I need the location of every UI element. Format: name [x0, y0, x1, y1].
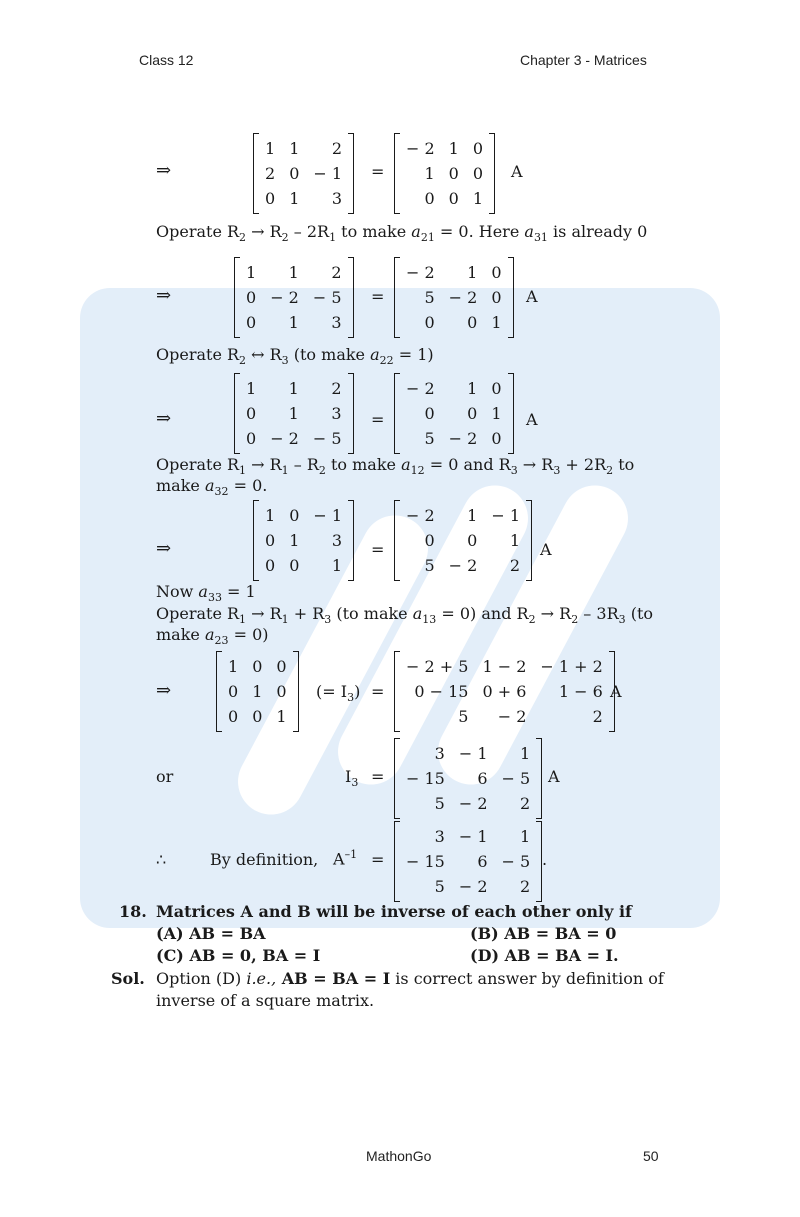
matrix-grid [259, 500, 348, 581]
matrix-cell: 0 [289, 506, 300, 525]
matrix-grid [240, 257, 348, 338]
matrix-cell: 2 [331, 139, 343, 158]
matrix-cell: 0 [472, 164, 484, 183]
or-label: or [156, 767, 174, 786]
matrix-cell: − 2 [406, 506, 435, 525]
matrix-cell: 0 [491, 263, 502, 282]
matrix-cell: − 2 [448, 556, 478, 575]
implies-2: ⇒ [156, 285, 172, 306]
matrix-cell: 1 [246, 263, 257, 282]
implies-3: ⇒ [156, 408, 172, 429]
matrix-cell: − 2 [406, 379, 435, 398]
matrix-cell: − 1 [458, 744, 488, 763]
matrix-cell: 0 [472, 139, 484, 158]
matrix-cell: 1 − 6 [558, 682, 603, 701]
matrix-cell: − 5 [312, 288, 342, 307]
matrix-cell: − 2 + 5 [406, 657, 469, 676]
matrix-cell: 0 [448, 164, 459, 183]
matrix-cell: 0 [265, 531, 276, 550]
matrix-cell: 1 [424, 164, 435, 183]
matrix-step4-lhs [253, 500, 354, 581]
implies-5: ⇒ [156, 680, 172, 701]
matrix-cell: 2 [520, 794, 531, 813]
matrix-cell: 1 [265, 139, 276, 158]
matrix-cell: 2 [331, 263, 342, 282]
matrix-cell: 0 [228, 707, 239, 726]
matrix-cell: 3 [434, 827, 445, 846]
matrix-cell: 3 [434, 744, 445, 763]
matrix-cell: − 5 [501, 769, 531, 788]
matrix-cell: 0 [467, 313, 478, 332]
matrix-cell: 1 [448, 139, 459, 158]
matrix-cell: − 2 [406, 263, 435, 282]
matrix-cell: 0 [448, 189, 459, 208]
matrix-cell: 1 [509, 531, 521, 550]
matrix-step1-rhs [394, 133, 495, 214]
matrix-cell: − 5 [501, 852, 531, 871]
implies-4: ⇒ [156, 538, 172, 559]
matrix-cell: 1 [289, 531, 300, 550]
matrix-cell: 3 [331, 531, 343, 550]
operation-line-1: Operate $R_2 \to R_2 - 2R_1$ to make $a_{21} = 0$. Here $a_{31}$ is already 0 [156, 222, 648, 245]
matrix-cell: 1 [520, 827, 531, 846]
matrix-grid [222, 651, 293, 732]
matrix-step3-lhs [234, 373, 354, 454]
matrix-a-1: A [511, 162, 523, 181]
matrix-cell: 1 [491, 404, 502, 423]
matrix-cell: 5 [424, 556, 435, 575]
matrix-cell: 1 [246, 379, 257, 398]
matrix-cell: 1 [265, 506, 276, 525]
matrix-cell: − 15 [406, 852, 445, 871]
equals-4: = [371, 540, 385, 559]
footer-brand: MathonGo [366, 1148, 432, 1164]
matrix-cell: − 2 [458, 877, 488, 896]
matrix-a-5: A [610, 682, 622, 701]
matrix-cell: 0 [228, 682, 239, 701]
matrix-cell: 2 [331, 379, 342, 398]
matrix-cell: − 2 [448, 429, 478, 448]
matrix-cell: 1 [288, 263, 299, 282]
matrix-grid [400, 133, 489, 214]
matrix-cell: − 2 [497, 707, 527, 726]
matrix-cell: 1 [331, 556, 343, 575]
matrix-cell: 0 [424, 531, 435, 550]
matrix-cell: 3 [331, 189, 343, 208]
matrix-cell: 1 [472, 189, 484, 208]
matrix-cell: 3 [331, 313, 342, 332]
identity-note: (= $I_3$) [316, 682, 361, 705]
matrix-cell: − 2 [448, 288, 478, 307]
option-a: (A) AB = BA [156, 924, 266, 943]
matrix-cell: 0 [467, 404, 478, 423]
matrix-cell: 0 [491, 379, 502, 398]
solution-label: Sol. [111, 969, 145, 988]
equals-2: = [371, 287, 385, 306]
equals-1: = [371, 162, 385, 181]
matrix-grid [259, 133, 348, 214]
matrix-step7-rhs [394, 821, 542, 902]
matrix-cell: 2 [265, 164, 276, 183]
matrix-cell: 5 [458, 707, 469, 726]
matrix-cell: 1 [252, 682, 263, 701]
matrix-grid [400, 373, 508, 454]
option-d: (D) AB = BA = I. [470, 946, 619, 965]
matrix-grid [400, 500, 526, 581]
matrix-cell: 0 − 15 [414, 682, 469, 701]
matrix-cell: 1 [288, 379, 299, 398]
matrix-step2-lhs [234, 257, 354, 338]
operation-line-4a: Operate $R_1 \to R_1 + R_3$ (to make $a_{13} = 0$) and $R_2 \to R_2 - 3R_3$ (to [156, 604, 654, 627]
matrix-cell: − 2 [406, 139, 435, 158]
matrix-step1-lhs [253, 133, 354, 214]
matrix-cell: 0 [424, 313, 435, 332]
identity-lhs: $I_3$ [345, 767, 359, 790]
option-c: (C) AB = 0, BA = I [156, 946, 321, 965]
matrix-cell: 0 [491, 288, 502, 307]
matrix-cell: 0 [289, 556, 300, 575]
matrix-cell: 1 [288, 404, 299, 423]
matrix-cell: 0 [276, 657, 287, 676]
option-b: (B) AB = BA = 0 [470, 924, 617, 943]
now-line: Now $a_{33} = 1$ [156, 582, 256, 605]
matrix-cell: 0 [246, 404, 257, 423]
matrix-a-4: A [540, 540, 552, 559]
matrix-cell: − 1 [458, 827, 488, 846]
matrix-cell: 5 [434, 877, 445, 896]
matrix-a-6: A [548, 767, 560, 786]
page-number: 50 [643, 1148, 659, 1164]
operation-line-2: Operate $R_2$ ↔ $R_3$ (to make $a_{22} = 1$) [156, 345, 434, 368]
final-period: . [542, 850, 548, 869]
matrix-cell: 0 + 6 [482, 682, 527, 701]
matrix-grid [400, 257, 508, 338]
matrix-a-3: A [526, 410, 538, 429]
matrix-cell: 1 [467, 506, 478, 525]
matrix-cell: 1 [228, 657, 239, 676]
matrix-cell: 1 [467, 263, 478, 282]
matrix-cell: 5 [434, 794, 445, 813]
matrix-cell: − 1 [313, 506, 343, 525]
matrix-cell: 2 [520, 877, 531, 896]
matrix-cell: 1 [288, 313, 299, 332]
matrix-cell: 0 [289, 164, 300, 183]
solution-line-2: inverse of a square matrix. [156, 991, 375, 1010]
operation-line-4b: make $a_{23} = 0$) [156, 625, 269, 648]
matrix-cell: 5 [424, 288, 435, 307]
matrix-cell: 6 [477, 852, 488, 871]
matrix-cell: 6 [477, 769, 488, 788]
matrix-cell: 0 [467, 531, 478, 550]
matrix-cell: − 1 [491, 506, 521, 525]
question-text: Matrices A and B will be inverse of each other only if [156, 902, 632, 921]
implies-1: ⇒ [156, 160, 172, 181]
equals-6: = [371, 767, 385, 786]
solution-line-1: Option (D) i.e., AB = BA = I is correct answer by definition of [156, 969, 664, 988]
matrix-step2-rhs [394, 257, 514, 338]
matrix-grid [400, 821, 536, 902]
by-definition-label: By definition, [210, 850, 319, 869]
matrix-cell: 1 − 2 [482, 657, 527, 676]
matrix-cell: − 15 [406, 769, 445, 788]
matrix-cell: 1 [289, 139, 300, 158]
header-chapter: Chapter 3 - Matrices [520, 52, 647, 68]
operation-line-3b: make $a_{32} = 0$. [156, 476, 268, 499]
matrix-cell: 0 [246, 313, 257, 332]
matrix-cell: 1 [467, 379, 478, 398]
matrix-grid [240, 373, 348, 454]
matrix-step6-rhs [394, 738, 542, 819]
matrix-cell: 0 [246, 429, 257, 448]
question-number: 18. [119, 902, 147, 921]
matrix-cell: 0 [276, 682, 287, 701]
matrix-cell: 0 [424, 404, 435, 423]
equals-5: = [371, 682, 385, 701]
matrix-cell: − 1 [313, 164, 343, 183]
matrix-cell: 1 [276, 707, 287, 726]
header-class: Class 12 [139, 52, 194, 68]
matrix-cell: 1 [289, 189, 300, 208]
equals-3: = [371, 410, 385, 429]
matrix-cell: − 1 + 2 [540, 657, 603, 676]
inverse-lhs: $A^{-1}$ [333, 848, 358, 869]
matrix-cell: − 5 [312, 429, 342, 448]
matrix-cell: − 2 [458, 794, 488, 813]
therefore-icon: ∴ [156, 850, 167, 869]
matrix-cell: 2 [592, 707, 603, 726]
equals-7: = [371, 850, 385, 869]
matrix-step5-lhs [216, 651, 299, 732]
matrix-a-2: A [526, 287, 538, 306]
matrix-cell: − 2 [270, 288, 299, 307]
matrix-step5-rhs [394, 651, 615, 732]
matrix-cell: 3 [331, 404, 342, 423]
matrix-grid [400, 651, 609, 732]
matrix-cell: 0 [265, 556, 276, 575]
operation-line-3a: Operate $R_1 \to R_1 - R_2$ to make $a_{12} = 0$ and $R_3 \to R_3 + 2R_2$ to [156, 455, 635, 478]
matrix-cell: 0 [265, 189, 276, 208]
matrix-cell: 5 [424, 429, 435, 448]
matrix-cell: 0 [246, 288, 257, 307]
matrix-step3-rhs [394, 373, 514, 454]
matrix-cell: − 2 [270, 429, 299, 448]
matrix-cell: 0 [491, 429, 502, 448]
matrix-cell: 1 [491, 313, 502, 332]
matrix-cell: 2 [509, 556, 521, 575]
matrix-step4-rhs [394, 500, 532, 581]
matrix-cell: 0 [252, 707, 263, 726]
matrix-grid [400, 738, 536, 819]
matrix-cell: 0 [252, 657, 263, 676]
matrix-cell: 0 [424, 189, 435, 208]
matrix-cell: 1 [520, 744, 531, 763]
